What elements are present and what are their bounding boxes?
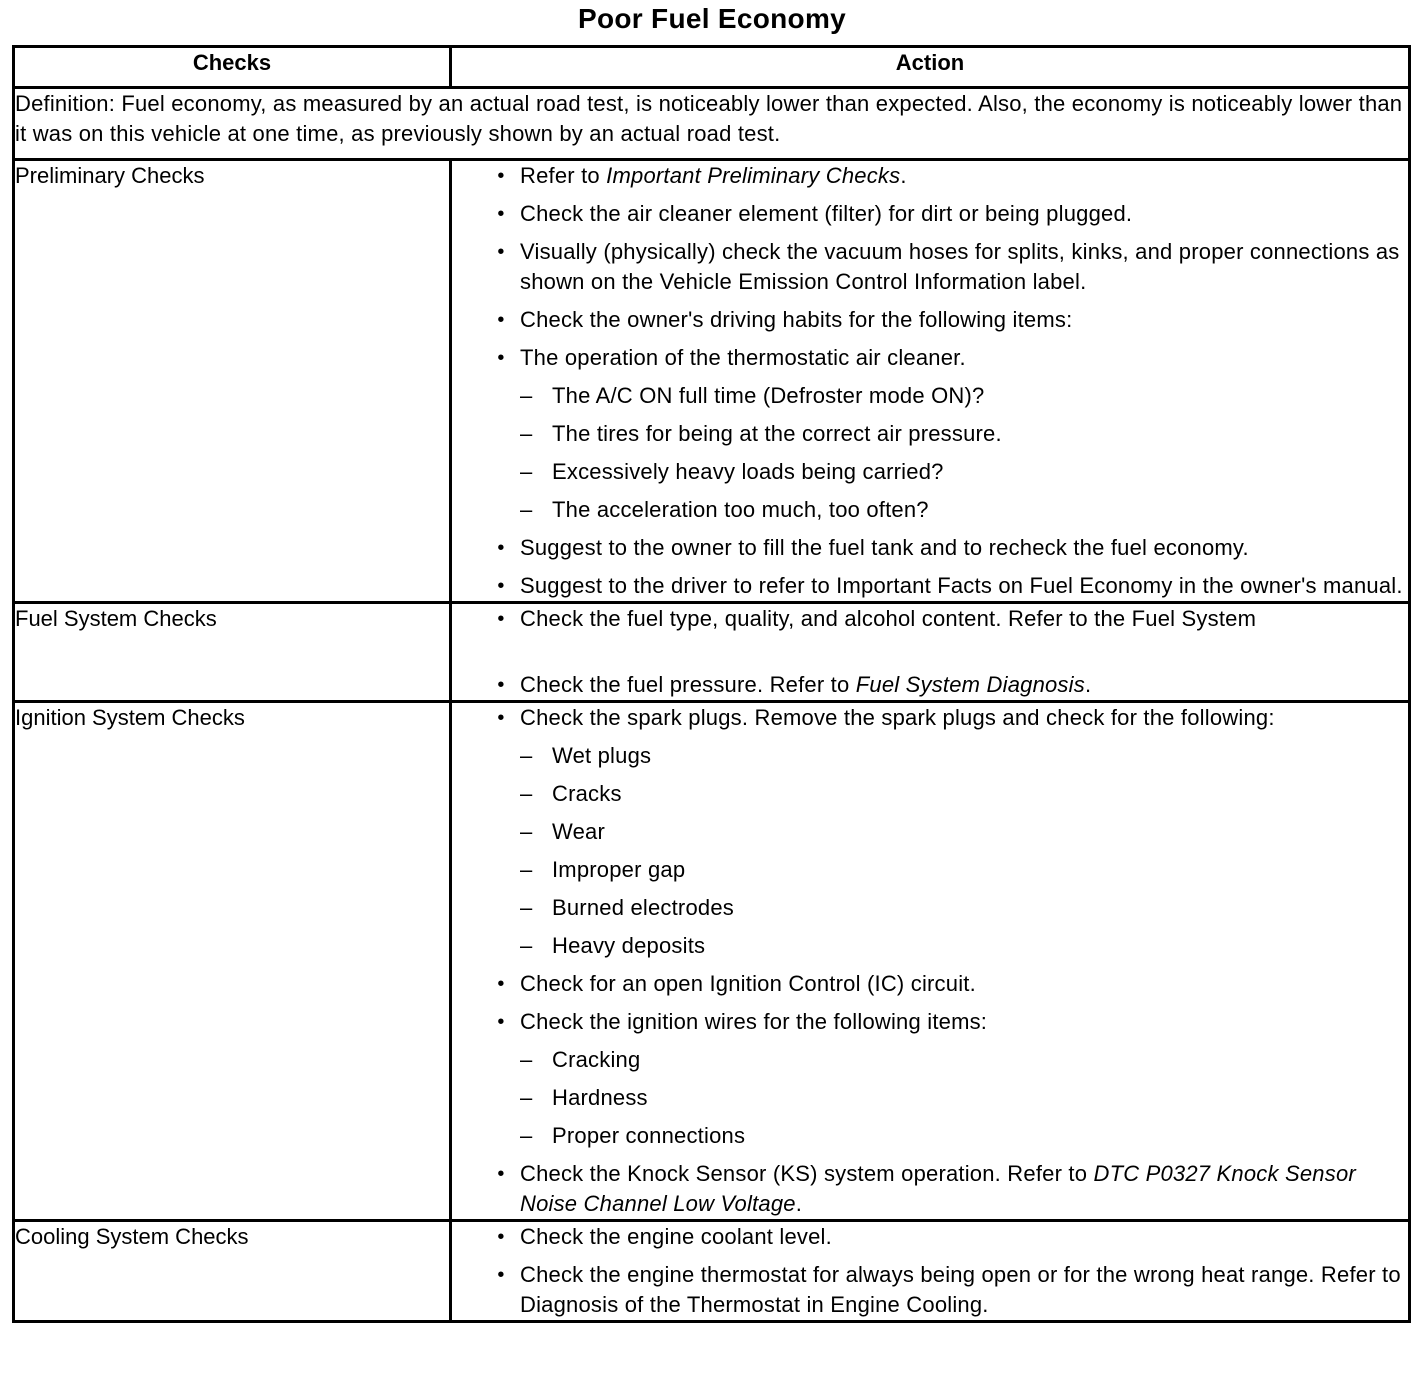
action-text: Check the owner's driving habits for the following items: [520,307,1073,332]
action-text: Check the engine coolant level. [520,1224,832,1249]
action-item [452,703,1408,961]
action-item [452,343,1408,525]
dash-icon: – [520,819,533,844]
dash-icon: – [520,383,533,408]
section-actions [451,702,1410,1221]
sub-item-text: Cracks [552,781,622,806]
bullet-icon: • [497,1264,505,1286]
definition-text: Definition: Fuel economy, as measured by an actual road test, is noticeably lower than expected. Also, the economy is noticeably lower than it was on this vehicle at one time, as previously shown by an actual road test. [14,88,1410,160]
action-item [452,305,1408,335]
action-text: Visually (physically) check the vacuum hoses for splits, kinks, and proper connections as shown on the Vehicle Emission Control Information label. [520,239,1400,294]
reference-link-text: DTC P0327 Knock Sensor Noise Channel Low Voltage [520,1161,1356,1216]
action-item [452,1222,1408,1252]
sub-list [452,381,1408,525]
bullet-icon: • [497,608,505,630]
action-item [452,161,1408,191]
sub-item [452,495,1408,525]
section-label: Cooling System Checks [14,1221,451,1322]
action-text: Check the ignition wires for the following items: [520,1009,988,1034]
sub-item-text: Improper gap [552,857,686,882]
section-actions [451,160,1410,603]
bullet-icon: • [497,165,505,187]
dash-icon: – [520,743,533,768]
action-text: Check the fuel pressure. Refer to Fuel System Diagnosis. [520,672,1092,697]
action-text: Check the spark plugs. Remove the spark plugs and check for the following: [520,705,1275,730]
page-title: Poor Fuel Economy [577,3,847,34]
bullet-icon: • [497,674,505,696]
sub-item-text: Wet plugs [552,743,652,768]
bullet-icon: • [497,973,505,995]
dash-icon: – [520,421,533,446]
section-label: Preliminary Checks [14,160,451,603]
reference-link-text: Important Preliminary Checks [606,163,901,188]
sub-item-text: Burned electrodes [552,895,734,920]
section-row [14,160,1410,603]
header-checks: Checks [14,47,451,88]
bullet-icon: • [497,241,505,263]
sub-item [452,893,1408,923]
dash-icon: – [520,1123,533,1148]
bullet-icon: • [497,575,505,597]
action-item [452,533,1408,563]
action-text: Check the fuel type, quality, and alcohol content. Refer to the Fuel System [520,606,1257,631]
action-item [452,571,1408,601]
dash-icon: – [520,933,533,958]
action-item [452,604,1408,634]
bullet-icon: • [497,1163,505,1185]
sub-item [452,1045,1408,1075]
sub-item-text: Heavy deposits [552,933,706,958]
sub-item [452,419,1408,449]
action-item [452,670,1408,700]
section-row [14,1221,1410,1322]
table-header-row [14,47,1410,88]
section-row [14,603,1410,702]
action-list [452,604,1408,700]
dash-icon: – [520,857,533,882]
section-label: Ignition System Checks [14,702,451,1221]
definition-row [14,88,1410,160]
action-item [452,237,1408,297]
sub-item [452,855,1408,885]
sub-item [452,817,1408,847]
sub-item-text: Excessively heavy loads being carried? [552,459,944,484]
diagnostic-table [12,45,1411,1323]
sub-item [452,1121,1408,1151]
action-text: Suggest to the driver to refer to Important Facts on Fuel Economy in the owner's manual. [520,573,1403,598]
sub-item-text: The tires for being at the correct air pressure. [552,421,1002,446]
bullet-icon: • [497,707,505,729]
dash-icon: – [520,459,533,484]
action-text: Check for an open Ignition Control (IC) circuit. [520,971,976,996]
sub-item [452,1083,1408,1113]
sub-item-text: Cracking [552,1047,641,1072]
dash-icon: – [520,1047,533,1072]
action-item [452,1007,1408,1151]
action-text: The operation of the thermostatic air cleaner. [520,345,966,370]
dash-icon: – [520,1085,533,1110]
action-item [452,1260,1408,1320]
sub-item [452,931,1408,961]
bullet-icon: • [497,1226,505,1248]
sub-list [452,1045,1408,1151]
action-text: Check the engine thermostat for always being open or for the wrong heat range. Refer to Diagnosis of the Thermostat in Engine Cooling. [520,1262,1401,1317]
action-item [452,969,1408,999]
sub-item [452,457,1408,487]
sub-item [452,779,1408,809]
reference-link-text: Fuel System Diagnosis [855,672,1085,697]
action-text: Check the air cleaner element (filter) for dirt or being plugged. [520,201,1133,226]
dash-icon: – [520,781,533,806]
sub-item-text: The acceleration too much, too often? [552,497,929,522]
header-action: Action [451,47,1410,88]
section-label: Fuel System Checks [14,603,451,702]
bullet-icon: • [497,203,505,225]
dash-icon: – [520,497,533,522]
sub-item-text: The A/C ON full time (Defroster mode ON)? [552,383,985,408]
section-actions [451,1221,1410,1322]
section-actions [451,603,1410,702]
bullet-icon: • [497,537,505,559]
sub-list [452,741,1408,961]
action-list [452,703,1408,1219]
action-list [452,1222,1408,1320]
action-text: Refer to Important Preliminary Checks. [520,163,907,188]
sub-item-text: Proper connections [552,1123,746,1148]
sub-item-text: Hardness [552,1085,648,1110]
action-item [452,199,1408,229]
action-text: Suggest to the owner to fill the fuel tank and to recheck the fuel economy. [520,535,1249,560]
sub-item [452,741,1408,771]
bullet-icon: • [497,1011,505,1033]
sub-item-text: Wear [552,819,605,844]
sections-body [14,160,1410,1322]
sub-item [452,381,1408,411]
bullet-icon: • [497,347,505,369]
action-list [452,161,1408,601]
section-row [14,702,1410,1221]
action-text: Check the Knock Sensor (KS) system operation. Refer to DTC P0327 Knock Sensor Noise Channel Low Voltage. [520,1161,1356,1216]
action-item [452,1159,1408,1219]
dash-icon: – [520,895,533,920]
bullet-icon: • [497,309,505,331]
